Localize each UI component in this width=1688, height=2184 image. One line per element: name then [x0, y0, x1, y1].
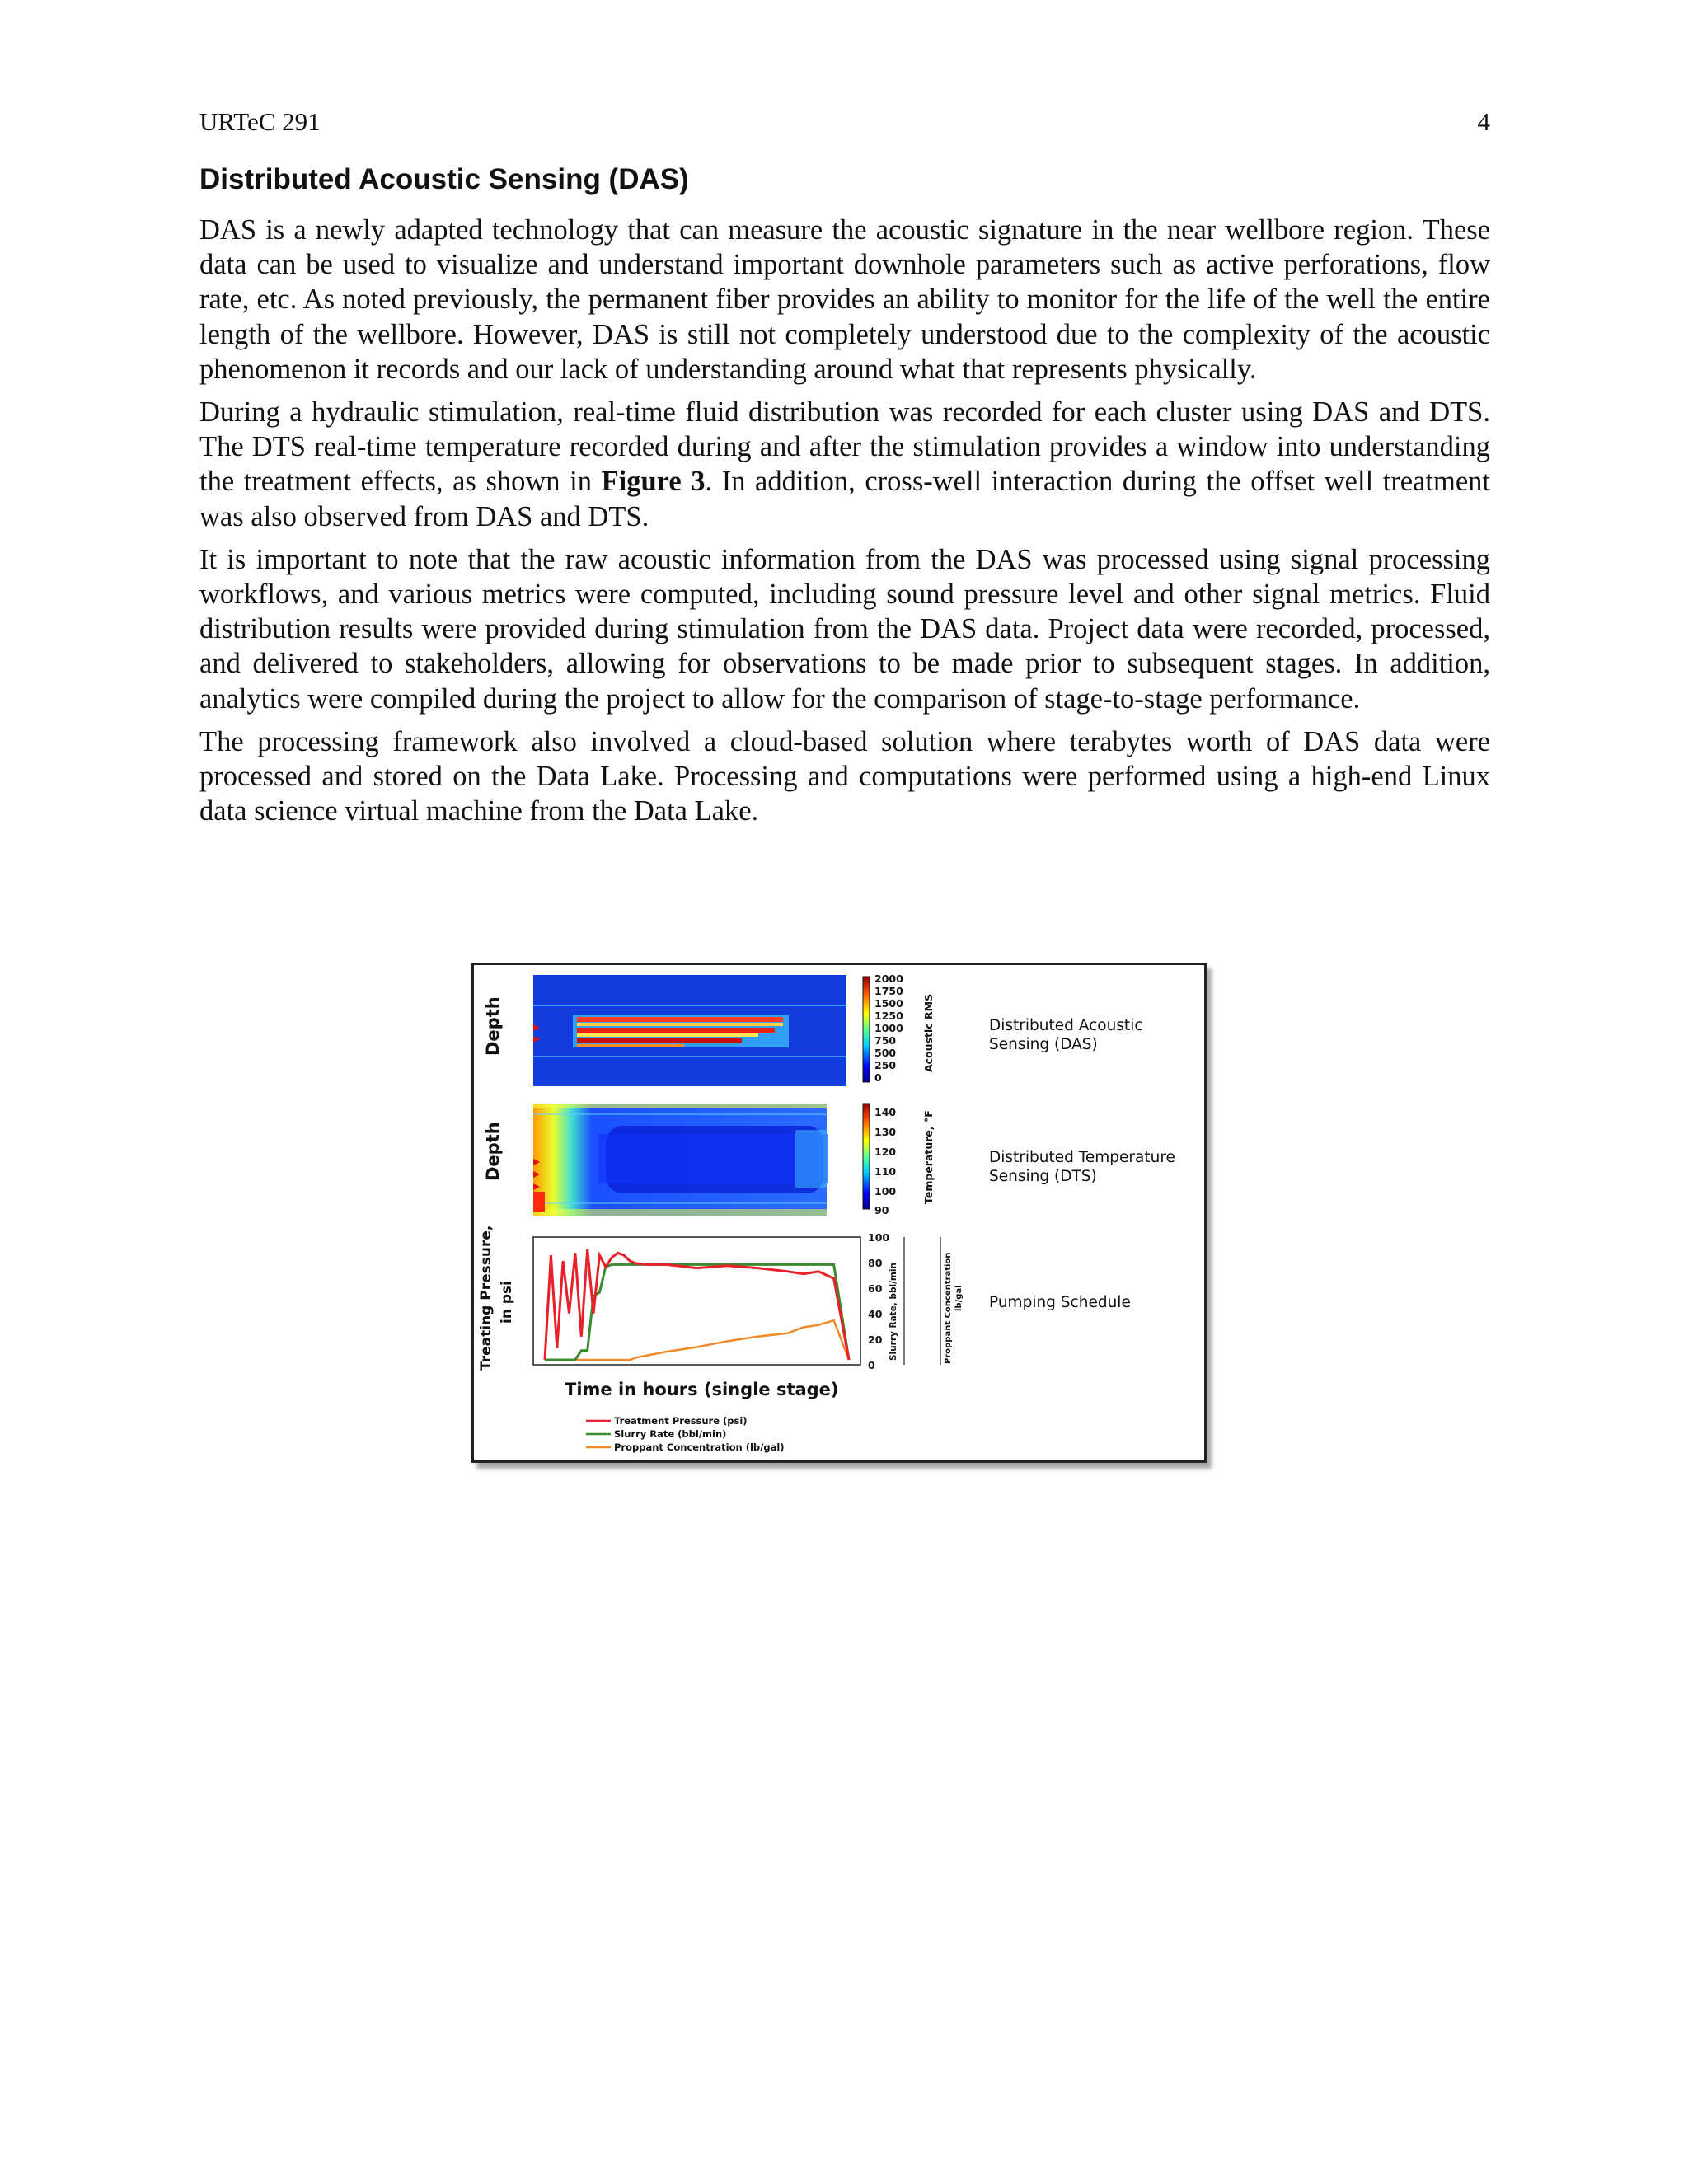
header-paper-id: URTeC 291 — [199, 107, 321, 136]
pump-xlabel: Time in hours (single stage) — [565, 1380, 839, 1399]
figure-3 — [471, 963, 1207, 1463]
pump-schedule-label: Pumping Schedule — [989, 1294, 1131, 1311]
das-tick-1750: 1750 — [874, 985, 903, 997]
dts-ylabel: Depth — [483, 1122, 503, 1181]
pump-ylabel-line2: in psi — [499, 1281, 515, 1324]
das-colorbar-ticks — [874, 972, 903, 1084]
figure-3-svg — [474, 965, 1204, 1460]
proppant-axis-label-line2: lb/gal — [954, 1285, 964, 1311]
dts-tick-140: 140 — [874, 1106, 897, 1118]
page-header — [199, 107, 1490, 140]
dts-tick-100: 100 — [874, 1185, 897, 1197]
das-tick-500: 500 — [874, 1047, 897, 1059]
rate-tick-0: 0 — [868, 1359, 875, 1371]
das-tick-2000: 2000 — [874, 972, 903, 985]
dts-label-line2: Sensing (DTS) — [989, 1168, 1097, 1185]
section-title: Distributed Acoustic Sensing (DAS) — [199, 163, 689, 195]
das-heatmap — [533, 975, 846, 1086]
das-label-line2: Sensing (DAS) — [989, 1036, 1098, 1053]
rate-tick-60: 60 — [868, 1282, 883, 1295]
body-text — [199, 213, 1490, 837]
page-number: 4 — [1477, 107, 1490, 136]
das-tick-1000: 1000 — [874, 1022, 903, 1034]
dts-colorbar-ticks — [874, 1106, 896, 1216]
paragraph-2 — [199, 395, 1490, 534]
dts-colorbar — [863, 1104, 870, 1209]
pump-ylabel-line1: Treating Pressure, — [478, 1225, 495, 1371]
dts-tick-90: 90 — [874, 1204, 889, 1216]
dts-label-line1: Distributed Temperature — [989, 1149, 1175, 1166]
das-tick-1500: 1500 — [874, 997, 903, 1010]
pump-plot-area — [533, 1237, 860, 1365]
das-colorbar — [863, 977, 870, 1082]
das-label-line1: Distributed Acoustic — [989, 1017, 1143, 1034]
das-tick-1250: 1250 — [874, 1010, 903, 1022]
rate-tick-40: 40 — [868, 1308, 883, 1320]
legend-slurry: Slurry Rate (bbl/min) — [614, 1428, 727, 1440]
paragraph-2-text-b: . In addition, cross-well interaction during the offset well treatment was also observed from DAS and DTS. — [199, 466, 1491, 532]
dts-tick-120: 120 — [874, 1146, 897, 1158]
pump-legend — [586, 1415, 785, 1453]
legend-proppant: Proppant Concentration (lb/gal) — [614, 1441, 785, 1453]
paragraph-3: It is important to note that the raw acoustic information from the DAS was processed using signal processing workflows, and various metrics were computed, including sound pressure level and other signal metrics. Fluid distribution results were provided during stimulation from the DAS data. Project data were recorded, processed, and delivered to stakeholders, allowing for observations to be made prior to subsequent stages. In addition, analytics were compiled during the project to allow for the comparison of stage-to-stage performance. — [199, 543, 1490, 715]
rate-tick-100: 100 — [868, 1231, 890, 1244]
rate-tick-80: 80 — [868, 1257, 883, 1269]
legend-pressure: Treatment Pressure (psi) — [614, 1415, 748, 1427]
proppant-axis-label-line1: Proppant Concentration — [944, 1252, 953, 1364]
dts-tick-130: 130 — [874, 1126, 897, 1138]
rate-tick-20: 20 — [868, 1333, 883, 1346]
paragraph-2-text-a: During a hydraulic stimulation, real-time fluid distribution was recorded for each cluster using DAS and DTS. The DTS real-time temperature recorded during and after the stimulation provides a window into understanding the treatment effects, as shown in — [199, 396, 1490, 498]
pump-right-ticks — [868, 1231, 889, 1371]
dts-colorbar-title: Temperature, °F — [922, 1110, 935, 1204]
das-tick-250: 250 — [874, 1059, 897, 1071]
dts-tick-110: 110 — [874, 1165, 897, 1178]
figure-reference: Figure 3 — [601, 466, 706, 498]
paragraph-1: DAS is a newly adapted technology that can measure the acoustic signature in the near wellbore region. These data can be used to visualize and understand important downhole parameters such as active perforations, flow rate, etc. As noted previously, the permanent fiber provides an ability to monitor for the life of the well the entire length of the wellbore. However, DAS is still not completely understood due to the complexity of the acoustic phenomenon it records and our lack of understanding around what that represents physically. — [199, 214, 1490, 385]
slurry-rate-axis-label: Slurry Rate, bbl/min — [889, 1263, 898, 1361]
das-tick-0: 0 — [874, 1071, 882, 1084]
das-colorbar-title: Acoustic RMS — [922, 993, 935, 1072]
das-ylabel: Depth — [483, 996, 503, 1056]
dts-heatmap — [533, 1104, 828, 1216]
paragraph-4: The processing framework also involved a cloud-based solution where terabytes worth of DAS data were processed and stored on the Data Lake. Processing and computations were performed using a high-end Linux data science virtual machine from the Data Lake. — [199, 725, 1490, 827]
das-tick-750: 750 — [874, 1034, 897, 1047]
